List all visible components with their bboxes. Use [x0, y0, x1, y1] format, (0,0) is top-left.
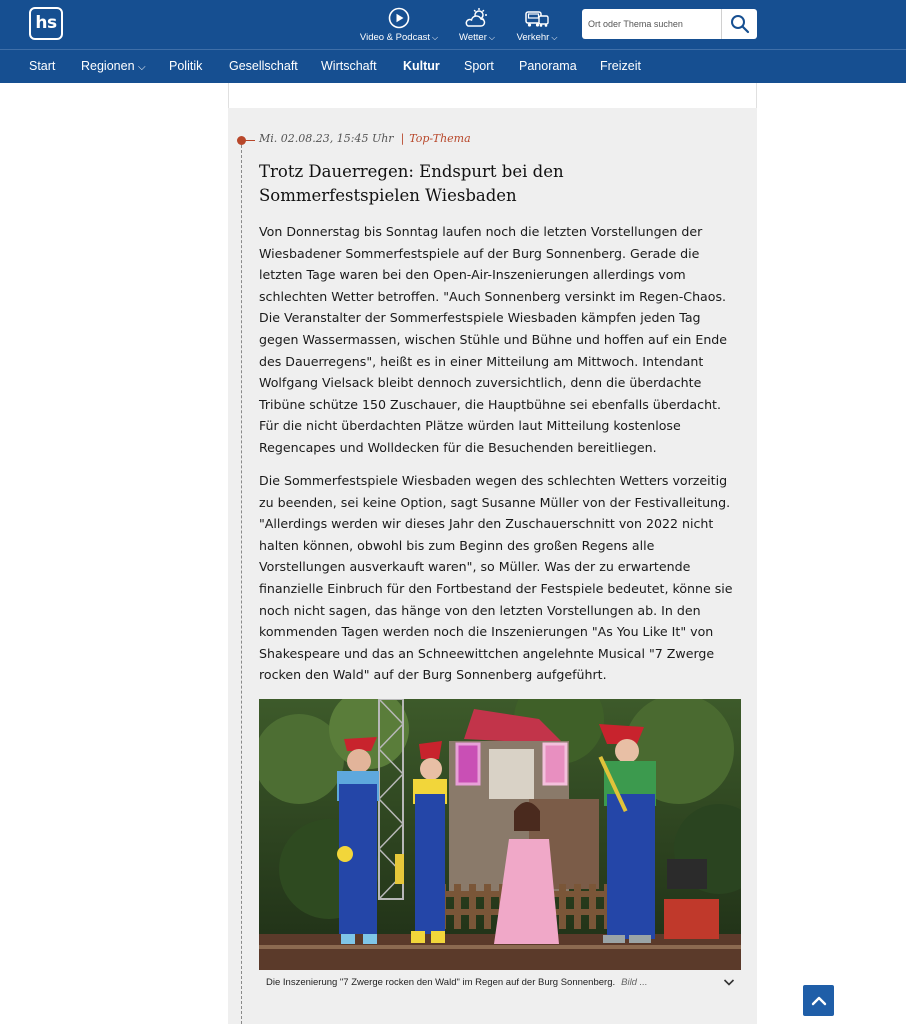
entry-meta — [259, 132, 471, 148]
weather-icon — [464, 7, 490, 29]
search-box — [582, 9, 757, 39]
search-button[interactable] — [721, 9, 757, 39]
nav-item-sport[interactable]: Sport — [464, 59, 494, 73]
chevron-down-icon: ⌵ — [488, 33, 495, 42]
photo-credit: Bild ... — [621, 977, 648, 988]
article-paragraph: Die Sommerfestspiele Wiesbaden wegen des schlechten Wetters vorzeitig zu beenden, sei keine Option, sagt Susanne Müller von der Festivalleitung. "Allerdings werden wir dieses Jahr den Zuschauerschnitt von 2022 nicht halten können, obwohl bis zum Beginn des großen Regens alle Vorstellungen ausverkauft waren", so Müller. Was der zu erwartende finanzielle Einbruch für den Fortbestand der Festspiele bedeutet, könne sie noch nicht sagen, das hänge von den letzten Vorstellungen ab. In den kommenden Tagen werden noch die Inszenierungen "As You Like It" von Shakespeare und das an Schneewittchen angelehnte Musical "7 Zwerge rocken den Wald" auf der Burg Sonnenberg aufgeführt. — [259, 473, 733, 683]
main-navigation — [0, 49, 906, 83]
chevron-down-icon: ⌵ — [551, 33, 558, 42]
meta-separator: | — [400, 132, 405, 145]
nav-item-kultur[interactable]: Kultur — [403, 59, 440, 73]
chevron-down-icon: ⌵ — [138, 62, 146, 73]
arrow-up-icon — [810, 992, 828, 1010]
article-photo[interactable] — [259, 699, 741, 970]
traffic-menu[interactable] — [513, 7, 561, 43]
chevron-down-icon — [722, 975, 736, 989]
nav-item-start[interactable]: Start — [29, 59, 56, 73]
video-podcast-label: Video & Podcast — [359, 32, 430, 43]
chevron-down-icon: ⌵ — [432, 33, 439, 42]
weather-menu[interactable] — [455, 7, 499, 43]
entry-date: Mi. 02.08.23, 15:45 Uhr — [259, 132, 394, 145]
search-input[interactable] — [582, 9, 722, 39]
scroll-to-top-button[interactable] — [803, 985, 834, 1016]
caption-expand-toggle[interactable] — [722, 974, 736, 988]
timeline-connector — [245, 140, 255, 141]
traffic-label: Verkehr — [516, 32, 550, 43]
search-icon — [730, 14, 750, 34]
nav-item-gesellschaft[interactable]: Gesellschaft — [229, 59, 298, 73]
topic-label: Top-Thema — [409, 132, 471, 145]
traffic-icon — [524, 7, 550, 29]
nav-item-panorama[interactable]: Panorama — [519, 59, 577, 73]
nav-item-wirtschaft[interactable]: Wirtschaft — [321, 59, 377, 73]
article-paragraph: Von Donnerstag bis Sonntag laufen noch die letzten Vorstellungen der Wiesbadener Sommerfestspiele auf der Burg Sonnenberg. Gerade die letzten Tage waren bei den Open-Air-Inszenierungen allerdings vom schlechten Wetter betroffen. "Auch Sonnenberg versinkt im Regen-Chaos. Die Veranstalter der Sommerfestspiele Wiesbaden kämpfen jeden Tag gegen Wassermassen, wischen Stühle und Bühne und hoffen auf ein Ende des Dauerregens", heißt es in einer Mitteilung am Mittwoch. Intendant Wolfgang Vielsack bleibt dennoch zuversichtlich, denn die überdachte Tribüne schütze 150 Zuschauer, die Hauptbühne sei ebenfalls überdacht. Für die nicht überdachten Plätze würden laut Mitteilung kostenlose Regencapes und Wolldecken für die Besuchenden bereitliegen. — [259, 224, 728, 455]
entry-headline: Trotz Dauerregen: Endspurt bei den Sommerfestspielen Wiesbaden — [259, 162, 564, 205]
photo-caption — [266, 977, 696, 991]
hs-logo[interactable]: hs — [29, 7, 63, 40]
video-podcast-menu[interactable] — [358, 7, 440, 43]
nav-item-politik[interactable]: Politik — [169, 59, 203, 73]
caption-text: Die Inszenierung "7 Zwerge rocken den Wald" im Regen auf der Burg Sonnenberg. — [266, 977, 616, 988]
top-header — [0, 0, 906, 49]
weather-label: Wetter — [459, 32, 487, 43]
nav-item-regionen-label: Regionen — [81, 59, 135, 73]
play-icon — [388, 7, 410, 29]
stage-scene-image — [259, 699, 741, 970]
timeline-line — [241, 140, 242, 1024]
nav-item-freizeit[interactable]: Freizeit — [600, 59, 641, 73]
nav-item-regionen[interactable] — [81, 50, 146, 83]
previous-entry-edge — [228, 83, 757, 108]
